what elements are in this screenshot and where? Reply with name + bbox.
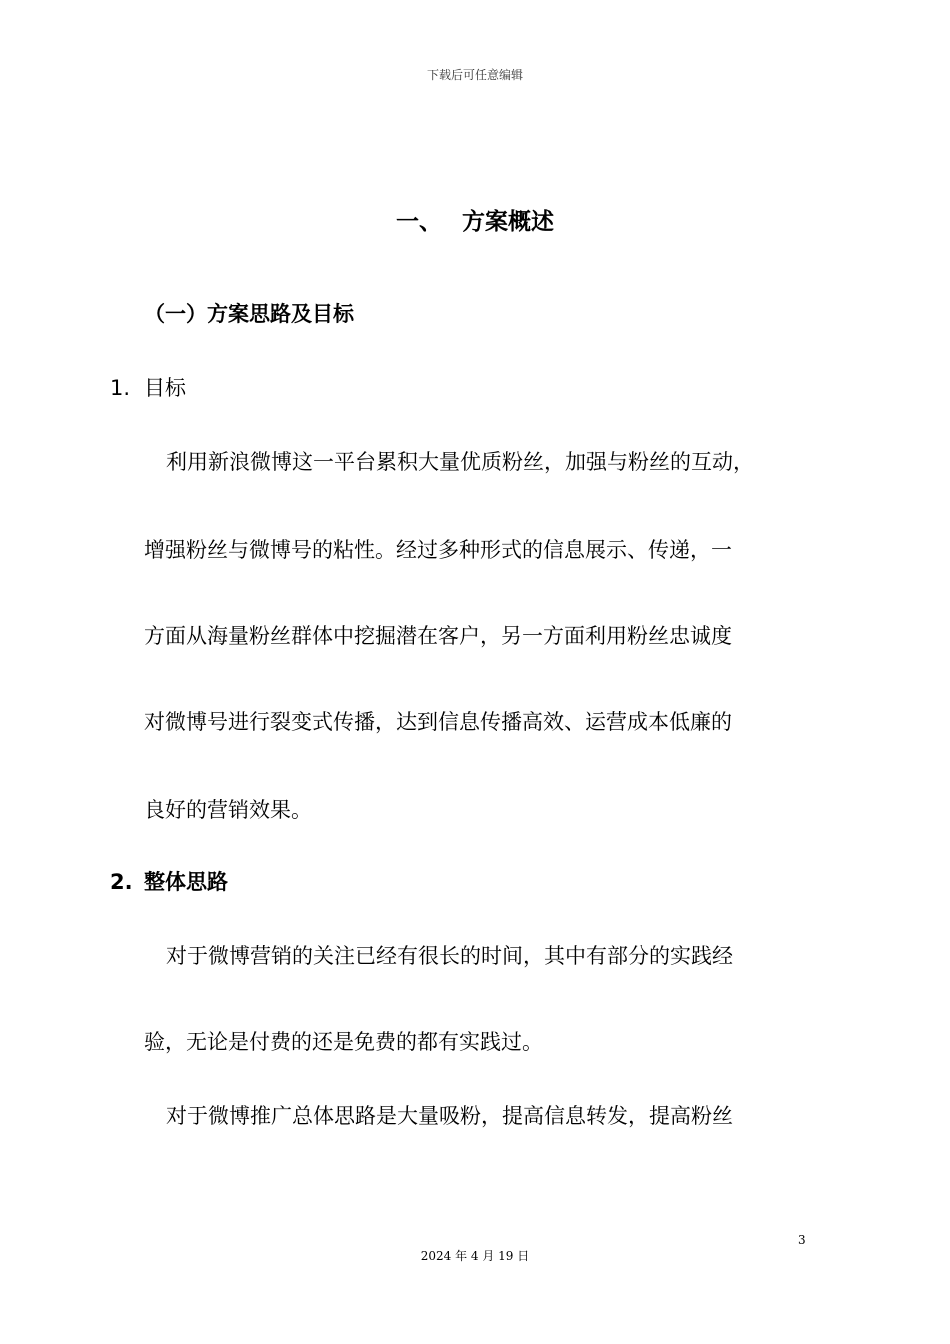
section-title: 方案概述 [462, 209, 554, 235]
section-number: 一、 [396, 209, 442, 235]
paragraph-line: 良好的营销效果。 [144, 798, 312, 822]
paragraph-line: 对于微博推广总体思路是大量吸粉，提高信息转发，提高粉丝 [166, 1104, 733, 1128]
paragraph-line: 利用新浪微博这一平台累积大量优质粉丝，加强与粉丝的互动， [166, 450, 754, 474]
page-number: 3 [798, 1233, 806, 1247]
paragraph-line: 方面从海量粉丝群体中挖掘潜在客户，另一方面利用粉丝忠诚度 [144, 624, 732, 648]
item-2-title: 整体思路 [144, 870, 228, 894]
paragraph-line: 验，无论是付费的还是免费的都有实践过。 [144, 1030, 543, 1054]
page-header: 下载后可任意编辑 [426, 68, 523, 82]
subsection-heading: （一）方案思路及目标 [144, 302, 354, 326]
paragraph-line: 对微博号进行裂变式传播，达到信息传播高效、运营成本低廉的 [144, 710, 732, 734]
item-1-title: 目标 [144, 376, 186, 400]
page-footer-date: 2024 年 4 月 19 日 [420, 1249, 530, 1263]
section-heading [396, 203, 554, 236]
paragraph-line: 对于微博营销的关注已经有很长的时间，其中有部分的实践经 [166, 944, 733, 968]
item-2-heading [110, 866, 228, 896]
paragraph-line: 增强粉丝与微博号的粘性。经过多种形式的信息展示、传递，一 [144, 538, 732, 562]
item-2-number: 2. [110, 870, 133, 894]
item-1-heading [110, 372, 186, 402]
item-1-number: 1. [110, 376, 131, 400]
